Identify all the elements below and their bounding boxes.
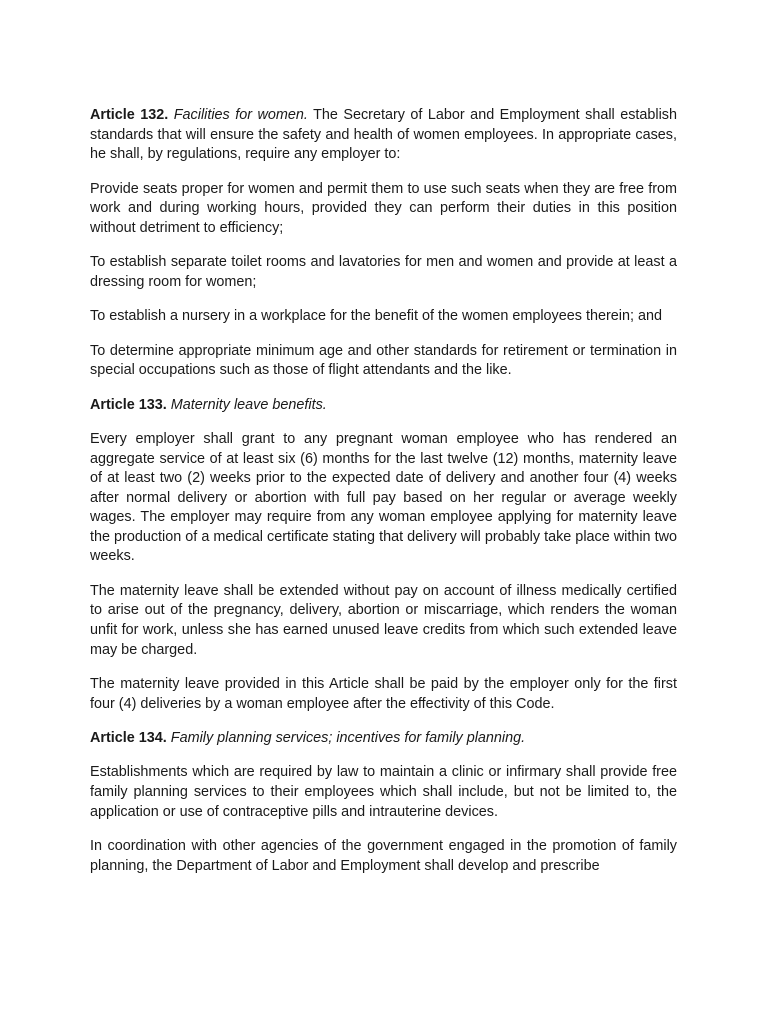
article-132-intro: [90, 106, 677, 165]
paragraph: To establish a nursery in a workplace for the benefit of the women employees therein; and: [90, 308, 662, 325]
article-title: Maternity leave benefits.: [170, 396, 327, 413]
article-title: Family planning services; incentives for family planning.: [170, 730, 526, 747]
document-page: [90, 106, 677, 891]
paragraph: In coordination with other agencies of the government engaged in the promotion of family planning, the Department of Labor and Employment shall develop and prescribe: [90, 837, 677, 874]
paragraph: To establish separate toilet rooms and lavatories for men and women and provide at least a dressing room for women;: [90, 254, 677, 290]
article-number: Article 133.: [90, 396, 167, 413]
paragraph: The maternity leave shall be extended without pay on account of illness medically certified to arise out of the pregnancy, delivery, abortion or miscarriage, which renders the woman unfit for work, unless she has earned unused leave credits from which such extended leave may be charged.: [90, 582, 677, 658]
paragraph: The maternity leave provided in this Article shall be paid by the employer only for the first four (4) deliveries by a woman employee after the effectivity of this Code.: [90, 676, 677, 712]
article-number: Article 134.: [90, 730, 167, 747]
article-intro-text: The Secretary of Labor and Employment shall establish standards that will ensure the safety and health of women employees. In appropriate cases, he shall, by regulations, require any employer to:: [90, 107, 677, 163]
paragraph: Provide seats proper for women and permit them to use such seats when they are free from work and during working hours, provided they can perform their duties in this position without detriment to efficiency;: [90, 180, 677, 236]
paragraph: Establishments which are required by law to maintain a clinic or infirmary shall provide free family planning services to their employees which shall include, but not be limited to, the application or use of contraceptive pills and intrauterine devices.: [90, 764, 677, 820]
article-number: Article 132.: [90, 107, 169, 123]
article-title: Facilities for women.: [173, 107, 308, 123]
paragraph: Every employer shall grant to any pregnant woman employee who has rendered an aggregate service of at least six (6) months for the last twelve (12) months, maternity leave of at least two (2) weeks prior to the expected date of delivery and another four (4) weeks after normal delivery or abortion with full pay based on her regular or average weekly wages. The employer may require from any woman employee applying for maternity leave the production of a medical certificate stating that delivery will probably take place within two weeks.: [90, 430, 677, 565]
article-133-heading: [90, 396, 677, 416]
paragraph: To determine appropriate minimum age and other standards for retirement or termination in special occupations such as those of flight attendants and the like.: [90, 342, 677, 379]
article-134-heading: [90, 729, 677, 749]
